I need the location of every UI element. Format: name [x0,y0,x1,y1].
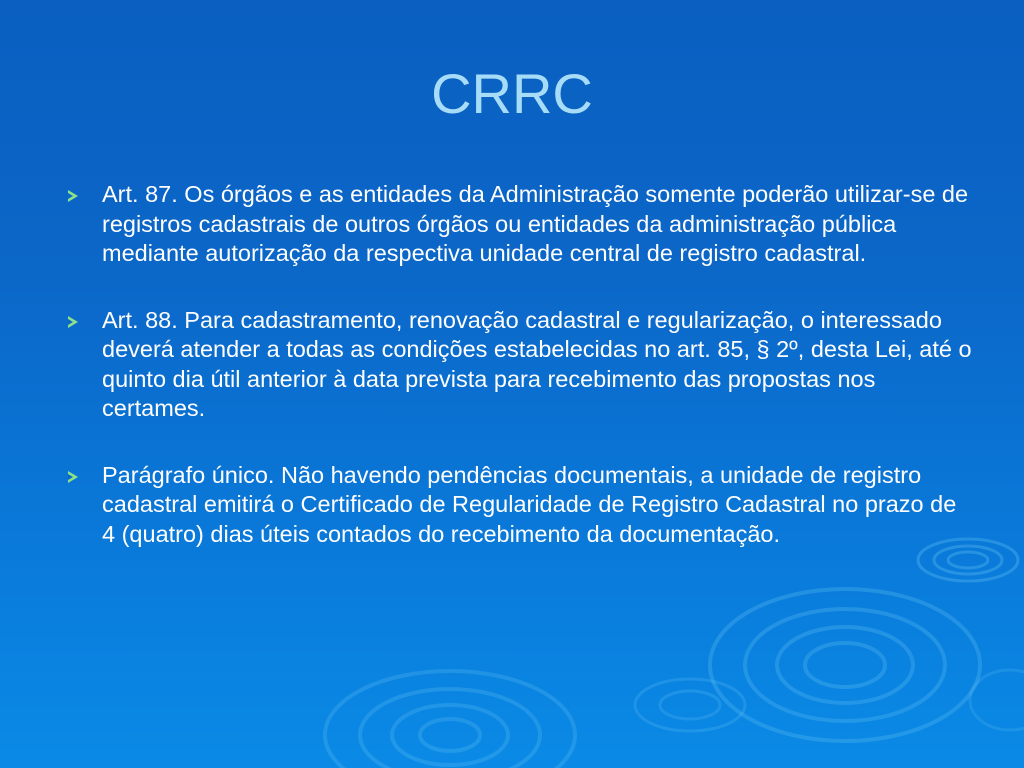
bullet-text: Parágrafo único. Não havendo pendências documentais, a unidade de registro cadastral emitirá o Certificado de Regularidade de Registro Cadastral no prazo de 4 (quatro) dias úteis contados do recebimento da documentação. [102,461,957,547]
bullet-item-art-87 [62,180,972,269]
bullet-item-paragrafo-unico [62,461,972,550]
bullet-item-art-88 [62,306,972,424]
arrow-bullet-icon [68,190,78,202]
arrow-bullet-icon [68,316,78,328]
bullet-list [62,180,972,586]
slide-title: CRRC [431,62,593,125]
bullet-text: Art. 87. Os órgãos e as entidades da Administração somente poderão utilizar-se de registros cadastrais de outros órgãos ou entidades da administração pública mediante autorização da respectiva unidade central de registro cadastral. [102,181,969,266]
arrow-bullet-icon [68,471,78,483]
bullet-text: Art. 88. Para cadastramento, renovação cadastral e regularização, o interessado deverá atender a todas as condições estabelecidas no art. 85, § 2º, desta Lei, até o quinto dia útil anterior à data prevista para recebimento das propostas nos certames. [102,306,972,421]
